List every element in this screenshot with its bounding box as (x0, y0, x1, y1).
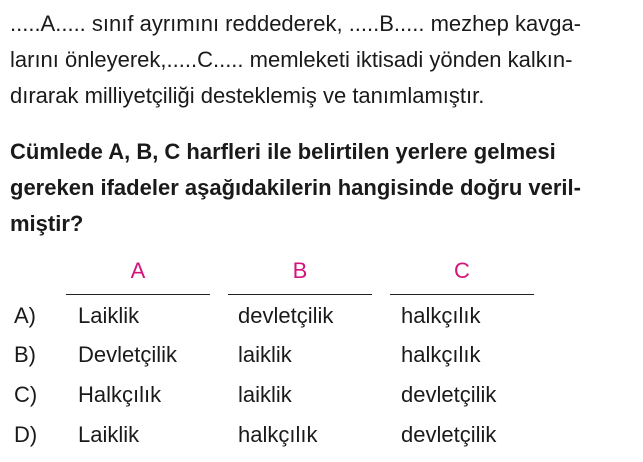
option-cell-c: halkçılık (401, 342, 481, 367)
answer-options-table (0, 256, 643, 462)
column-rule-b (228, 294, 372, 295)
prompt-line-2: gereken ifadeler aşağıdakilerin hangisinde doğru veril- (10, 175, 581, 200)
option-cell-a: Halkçılık (78, 382, 162, 407)
option-row-a[interactable] (0, 298, 643, 334)
column-header-b: B (292, 258, 308, 283)
passage-line-2: larını önleyerek,.....C..... memleketi iktisadi yönden kalkın- (10, 47, 573, 72)
prompt-line-3: miştir? (10, 211, 84, 236)
option-cell-a: Laiklik (78, 422, 140, 447)
option-cell-c: devletçilik (401, 422, 497, 447)
option-letter: C) (14, 382, 38, 407)
option-cell-c: devletçilik (401, 382, 497, 407)
option-row-b[interactable] (0, 337, 643, 373)
question-prompt (10, 134, 635, 242)
option-letter: D) (14, 422, 38, 447)
option-letter: B) (14, 342, 36, 367)
question-passage (10, 6, 635, 114)
option-cell-b: laiklik (238, 382, 292, 407)
option-cell-c: halkçılık (401, 303, 481, 328)
option-row-d[interactable] (0, 417, 643, 453)
option-cell-b: devletçilik (238, 303, 334, 328)
option-cell-b: halkçılık (238, 422, 318, 447)
option-letter: A) (14, 303, 36, 328)
column-rule-a (66, 294, 210, 295)
prompt-line-1: Cümlede A, B, C harfleri ile belirtilen yerlere gelmesi (10, 139, 556, 164)
option-row-c[interactable] (0, 377, 643, 413)
option-cell-a: Devletçilik (78, 342, 178, 367)
option-cell-b: laiklik (238, 342, 292, 367)
passage-line-1: .....A..... sınıf ayrımını reddederek, .....B..... mezhep kavga- (10, 11, 582, 36)
column-header-a: A (130, 258, 146, 283)
passage-line-3: dırarak milliyetçiliği desteklemiş ve tanımlamıştır. (10, 83, 485, 108)
column-header-c: C (454, 258, 470, 283)
column-rule-c (390, 294, 534, 295)
option-cell-a: Laiklik (78, 303, 140, 328)
